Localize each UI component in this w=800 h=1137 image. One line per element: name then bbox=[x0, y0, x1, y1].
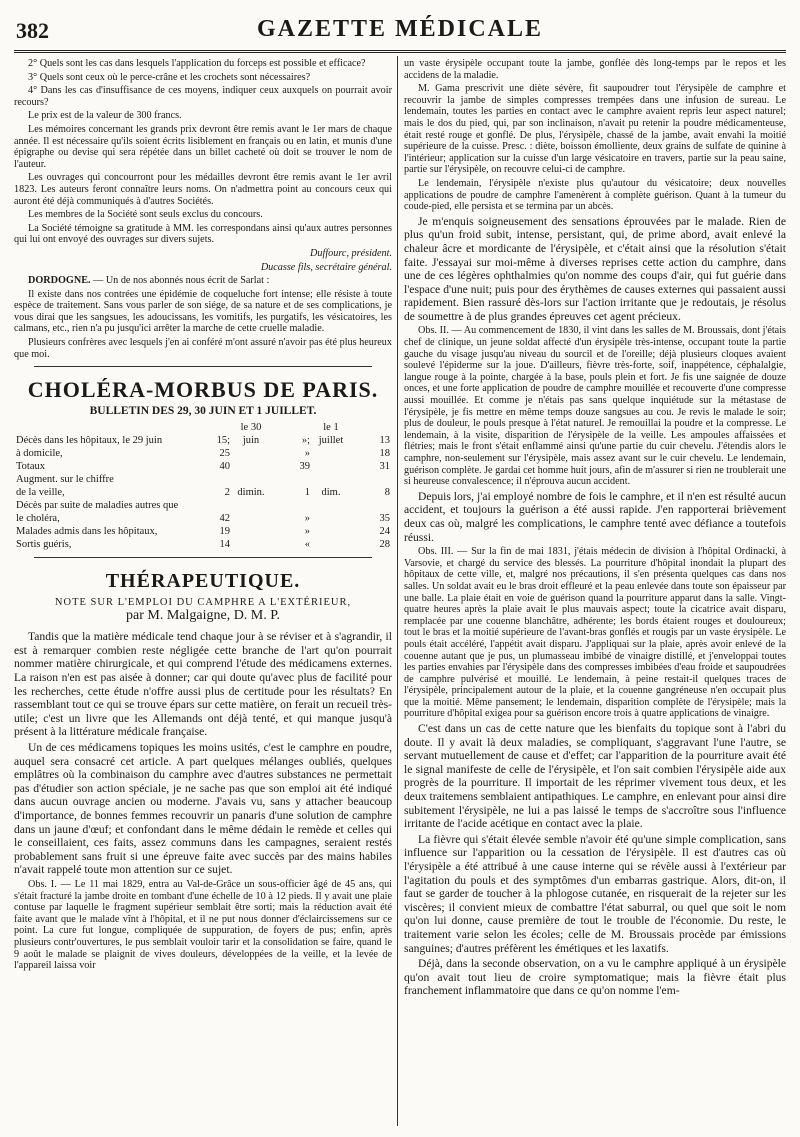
header-rule bbox=[14, 50, 786, 53]
right-column bbox=[404, 58, 786, 1000]
bulletin-cell-mid2 bbox=[312, 447, 350, 460]
article-para: Depuis lors, j'ai employé nombre de fois le camphre, et il n'en est résulté aucun accident, et toujours la guérison a été aussi rapide. J'en rapporterai brièvement deux cas où, malgré les complications, le camphre tenté avec défiance a toutefois réussi. bbox=[404, 489, 786, 544]
cholera-subtitle: BULLETIN DES 29, 30 JUIN ET 1 JUILLET. bbox=[89, 405, 317, 418]
bulletin-cell-a: 15; bbox=[216, 435, 230, 447]
bulletin-cell-label: Décès par suite de maladies autres que le choléra, bbox=[16, 500, 179, 525]
bulletin-cell-mid2 bbox=[312, 473, 350, 486]
bulletin-row bbox=[14, 421, 392, 447]
prize-para: Les mémoires concernant les grands prix devront être remis avant le 1er mars de chaque année. Il est nécessaire qu'ils soient écrits lisiblement en français ou en latin, et munis d'une épigraphe ou devise qui sera répétée dans un billet cacheté où doit se trouver le nom de l'auteur. bbox=[14, 123, 392, 170]
column-divider bbox=[397, 56, 398, 1126]
prize-para: La Société témoigne sa gratitude à MM. les correspondans ainsi qu'aux autres personnes qui lui ont envoyé des ouvrages sur divers sujets. bbox=[14, 222, 392, 246]
prize-para: 2° Quels sont les cas dans lesquels l'application du forceps est possible et efficace? bbox=[28, 58, 366, 69]
article-para: Je m'enquis soigneusement des sensations éprouvées par le malade. Rien de plus qu'un froid subit, intense, persistant, qui, de prime abord, avait enlevé la chaleur âcre et mordicante de l'érysipèle, et c'était ainsi que la résolution s'était faite. J'essayai sur moi-même à diverses reprises cette action du camphre, dans une de ces légères ophthalmies qu'on nomme des coups d'air, qui fut guérie dans l'espace d'une nuit; puis pour des érythèmes de causes externes qui passaient aussi rapidement. Bien rassuré dès-lors sur l'action irritante que je redoutais, je résolus de soumettre à de plus grandes épreuves cet agent précieux. bbox=[404, 214, 786, 323]
bulletin-cell-c: 18 bbox=[379, 448, 390, 460]
cholera-title: CHOLÉRA-MORBUS DE PARIS. bbox=[27, 377, 379, 403]
bulletin-cell-mid2: le 1 juillet bbox=[318, 422, 344, 447]
bulletin-cell-mid bbox=[232, 538, 270, 551]
dordogne-intro bbox=[14, 275, 392, 287]
bulletin-cell-mid bbox=[232, 460, 270, 473]
bulletin-cell-mid bbox=[232, 447, 270, 460]
bulletin-cell-label: Sortis guéris, bbox=[16, 539, 72, 551]
bulletin-row bbox=[14, 486, 392, 499]
bulletin-cell-label: Totaux bbox=[16, 461, 46, 473]
signature-secretary: Ducasse fils, secrétaire général. bbox=[260, 261, 392, 273]
note-title: NOTE SUR L'EMPLOI DU CAMPHRE A L'EXTÉRIEUR, bbox=[54, 597, 352, 609]
bulletin-cell-b: 1 bbox=[304, 487, 310, 499]
bulletin-cell-c: 35 bbox=[379, 513, 390, 525]
bulletin-row bbox=[14, 499, 392, 525]
therapeutique-title: THÉRAPEUTIQUE. bbox=[105, 570, 301, 593]
bulletin-cell-a: 19 bbox=[219, 526, 230, 538]
continued-para: M. Gama prescrivit une diète sévère, fit saupoudrer tout l'érysipèle de camphre et recouvrir la jambe de simples compresses trempées dans une infusion de sureau. Le lendemain, toutes les parties en contact avec le camphre avaient repris leur aspect naturel; mais le dos du pied, qui, par son inclinaison, n'avait pu retenir la poudre médicamenteuse, était resté rouge et gonflé. De plus, l'érysipèle, chassé de la jambe, avait envahi la moitié supérieure de la cuisse. Presc. : diète, boisson émolliente, deux grains de sulfate de quinine à l'intérieur; application sur la cuisse d'un large vésicatoire en travers, partie sur la peau saine, partie sur l'érysipèle, on recouvre celui-ci de camphre. bbox=[404, 83, 786, 176]
bulletin-cell-mid2 bbox=[312, 460, 350, 473]
prize-para: Les ouvrages qui concourront pour les médailles devront être remis avant le 1er avril 1823. Les auteurs feront connaître leurs noms. On n'admettra point au concours ceux qui auront été déjà communiqués à d'autres Sociétés. bbox=[14, 172, 392, 207]
section-rule bbox=[34, 557, 372, 558]
article-para: Déjà, dans la seconde observation, on a vu le camphre appliqué à un érysipèle qu'on avait tout lieu de croire symptomatique; mais la fièvre était plus franchement inflammatoire que dans ce qu'on nomme l'em- bbox=[404, 957, 786, 998]
bulletin-cell-b: » bbox=[304, 448, 310, 460]
bulletin-cell-a bbox=[190, 473, 232, 486]
bulletin-cell-b: »; bbox=[301, 435, 310, 447]
bulletin-cell-c: 28 bbox=[379, 539, 390, 551]
prize-para: Les membres de la Société sont seuls exclus du concours. bbox=[28, 209, 263, 221]
article-para: La fièvre qui s'était élevée semble n'avoir été qu'une simple complication, sans influence sur l'apparition ou la cessation de l'érysipèle. Il est d'autres cas où l'érysipèle a été attribué à une cause interne qui se révèle aussi à l'extérieur par l'agitation du pouls et des symptômes d'un embarras gastrique. Alors, dit-on, il faut se garder de toucher à la phlogose cutanée, en risquerait de la rejeter sur les viscères; il convient mieux de combattre l'état saburral, ou quel que soit le nom qu'on lui donne, cause première de tout le trouble de l'économie. Du reste, le traitement varie selon les écoles; celle de M. Broussais procède par émissions sanguines; d'autres préfèrent les émétiques et les laxatifs. bbox=[404, 832, 786, 955]
note-author: par M. Malgaigne, D. M. P. bbox=[126, 608, 280, 624]
page-title: GAZETTE MÉDICALE bbox=[256, 16, 544, 42]
bulletin-cell-c: 24 bbox=[379, 526, 390, 538]
bulletin-cell-mid: dimin. bbox=[237, 487, 265, 499]
bulletin-cell-mid bbox=[232, 499, 270, 525]
bulletin-cell-a: 42 bbox=[219, 513, 230, 525]
bulletin-cell-b: » bbox=[304, 526, 310, 538]
article-para: Un de ces médicamens topiques les moins usités, c'est le camphre en poudre, auquel sera consacré cet article. A part quelques mélanges oubliés, quelques emplâtres où la combinaison du camphre avec d'autres substances ne permettait pas d'étudier son action spéciale, je ne sache pas que son emploi ait été indiqué dans aucun ouvrage ancien ou moderne. J'avais vu, sans y attacher beaucoup d'importance, de bonnes femmes recouvrir un panaris d'une solution de camphre dans un jaune d'œuf; et confondant dans le même dédain le remède et celles qui le conseillaient, ces faits, assez communs dans les campagnes, seraient restés probablement sans fruit si une épreuve faite avec succès par des mains habiles n'avait rappelé toute mon attention sur ce sujet. bbox=[14, 741, 392, 877]
observation-2: Obs. II. — Au commencement de 1830, il vint dans les salles de M. Broussais, dont j'étais chef de clinique, un jeune soldat affecté d'un érysipèle très-intense, occupant toute la partie gauche du visage jusqu'au niveau du sourcil et de l'oreille; déjà plusieurs cloques avaient soulevé l'épiderme sur la joue. D'ailleurs, fièvre très-forte, soif, inappétence, céphalalgie, langue rouge à la pointe, chargée à la base, pouls plein et fort. Je fis une saignée de douze onces, et une forte application de poudre de camphre mouillée et recouverte d'une compresse aussi mouillée. Et comme je n'étais pas sans quelque inquiétude sur la métastase de l'érysipèle, je fis mettre en même temps douze sangsues au cou. Je revis le malade le soir; plus de douleur, le pouls presque à l'état naturel. Je remouillai la poudre et la compresse. Le lendemain, à la visite, disparition de l'érysipèle de la veille. Les ampoules affaissées et flétries; mais le front s'était enflammé ainsi qu'une partie du cuir chevelu. J'étendis alors le camphre, non-seulement sur l'érysipèle, mais assez avant sur le cuir chevelu. Le lendemain, guérison complète. Je gardai cet homme huit jours, afin de m'assurer si rien ne troublerait une si heureuse convalescence; il n'éprouva aucun accident. bbox=[404, 325, 786, 488]
prize-para: 4° Dans les cas d'insuffisance de ces moyens, indiquer ceux auxquels on pourrait avoir recours? bbox=[14, 85, 392, 108]
signature-president: Duffourc, président. bbox=[310, 247, 392, 259]
bulletin-cell-mid: le 30 juin bbox=[240, 422, 262, 447]
section-rule bbox=[34, 366, 372, 367]
observation-3: Obs. III. — Sur la fin de mai 1831, j'étais médecin de division à l'hôpital Ordinacki, à Varsovie, et chargé du service des blessés. La pourriture d'hôpital inondait la plupart des hôpitaux de cette ville, et, malgré nos précautions, il s'en présenta quelques cas dans nos salles. Un soldat avait eu le bras droit effleuré et la peau enlevée dans toute son épaisseur par une balle. La plaie était en voie de guérison quand la pourriture apparut dans la salle. Vingt-quatre heures après la plaie avait le plus mauvais aspect; toute la cicatrice avait disparu, remplacée par une couenne blanchâtre, adhérente; les bords étaient rouges et douloureux; tout le bras et la moitié supérieure de l'avant-bras gonflés et rougis par un vaste érysipèle. Le pouls était accéléré, l'appétit avait disparu. J'appliquai sur la plaie, après avoir enlevé de la couenne autant que je pus, un plumasseau imbibé de vinaigre distillé, et j'enveloppai toutes les parties envahies par l'érysipèle dans des compresses imbibées d'eau froide et saupoudrées de camphre pulvérisé et mouillé. Le lendemain, à peine restait-il quelques traces de l'érysipèle, principalement autour de la plaie, et la couenne gangréneuse n'en occupait plus que la moitié. Même pansement; le lendemain, disparition complète de l'érysipèle; mais la pourriture d'hôpital exigea pour sa guérison encore trois à quatre applications de vinaigre. bbox=[404, 546, 786, 720]
continued-para: Le lendemain, l'érysipèle n'existe plus qu'autour du vésicatoire; deux nouvelles applications de poudre de camphre l'amenèrent à complète guérison. Quant à la tumeur du coude-pied, elle persista et se termina par un abcès. bbox=[404, 177, 786, 213]
bulletin-cell-a: 14 bbox=[219, 539, 230, 551]
bulletin-cell-c bbox=[350, 473, 392, 486]
bulletin-table bbox=[14, 421, 392, 551]
bulletin-row bbox=[14, 473, 392, 486]
bulletin-cell-label: Malades admis dans les hôpitaux, bbox=[16, 526, 158, 538]
bulletin-cell-mid bbox=[232, 525, 270, 538]
bulletin-cell-label: Décès dans les hôpitaux, le 29 juin bbox=[16, 435, 163, 447]
dordogne-lead-text: — Un de nos abonnés nous écrit de Sarlat : bbox=[93, 275, 270, 287]
observation-1: Obs. I. — Le 11 mai 1829, entra au Val-de-Grâce un sous-officier âgé de 45 ans, qui s'était fracturé la jambe droite en tombant d'une échelle de 10 à 12 pieds. Il y avait une plaie contuse par laquelle le fragment supérieur semblait être sorti; mais la réduction avait été faite avant que le malade vînt à l'hôpital, et il ne put nous donner d'éclaircissemens sur ce point. La cure fut longue, compliquée de suppuration, de foyers de pus; enfin, après plusieurs contr'ouvertures, le pus semblait vouloir tarir et la consolidation se faire, quand le 9 août le malade se plaignit de vives douleurs, développées de la veille, et la levée de l'appareil laissa voir bbox=[14, 878, 392, 972]
bulletin-cell-c: 13 bbox=[379, 435, 390, 447]
page-number: 382 bbox=[16, 18, 49, 43]
bulletin-cell-label: Augment. sur le chiffre bbox=[16, 474, 114, 486]
dordogne-heading: DORDOGNE. bbox=[28, 275, 91, 287]
bulletin-cell-label: de la veille, bbox=[16, 487, 65, 499]
bulletin-row bbox=[14, 538, 392, 551]
prize-para: 3° Quels sont ceux où le perce-crâne et les crochets sont nécessaires? bbox=[28, 71, 311, 83]
bulletin-cell-a: 40 bbox=[219, 461, 230, 473]
bulletin-cell-a: 2 bbox=[224, 487, 230, 499]
bulletin-cell-b: 39 bbox=[299, 461, 310, 473]
bulletin-cell-a: 25 bbox=[219, 448, 230, 460]
continued-para: un vaste érysipèle occupant toute la jambe, gonflée dès long-temps par le repos et les accidens de la maladie. bbox=[404, 58, 786, 81]
bulletin-row bbox=[14, 525, 392, 538]
dordogne-para: Plusieurs confrères avec lesquels j'en ai conféré m'ont assuré n'avoir pas été plus heureux que moi. bbox=[14, 337, 392, 360]
left-column bbox=[14, 58, 392, 974]
bulletin-cell-b bbox=[270, 473, 312, 486]
bulletin-row bbox=[14, 447, 392, 460]
prize-para: Le prix est de la valeur de 300 francs. bbox=[28, 110, 182, 122]
bulletin-cell-mid2 bbox=[312, 499, 350, 525]
bulletin-cell-mid2: dim. bbox=[321, 487, 341, 499]
bulletin-cell-b: » bbox=[304, 513, 310, 525]
bulletin-cell-mid2 bbox=[312, 538, 350, 551]
dordogne-para: Il existe dans nos contrées une épidémie de coqueluche fort intense; elle résiste à toute espèce de traitement. Sans vous parler de son siége, de sa nature et de ses complications, je vous dirai que les sangsues, les adoucissans, les vomitifs, les purgatifs, les vésicatoires, les calmans, etc., rien n'a pu jusqu'ici arrêter la marche de cette cruelle maladie. bbox=[14, 288, 392, 335]
page-header bbox=[14, 12, 786, 52]
bulletin-cell-b: « bbox=[304, 539, 310, 551]
bulletin-cell-mid2 bbox=[312, 525, 350, 538]
bulletin-row bbox=[14, 460, 392, 473]
article-para: Tandis que la matière médicale tend chaque jour à se réviser et à s'agrandir, il est à remarquer combien reste négligée cette branche de l'art qu'on pourrait nommer matière chirurgicale, et qui comprend l'étude des médicamens externes. La raison n'en est pas aisée à donner; car qui doute qu'avec plus de facilité pour les recherches, cette étude n'offre aussi plus de certitude pour les résultats? En rassemblant tout ce qui se trouve épars sur cette matière, on ferait un recueil très-utile; c'est un livre que les Allemands ont déjà tenté, et qui manque jusqu'à présent à la littérature médicale française. bbox=[14, 630, 392, 739]
bulletin-cell-c: 8 bbox=[384, 487, 390, 499]
article-para: C'est dans un cas de cette nature que les bienfaits du topique sont à l'abri du doute. Il y avait là deux maladies, se compliquant, s'aggravant l'une l'autre, se servant mutuellement de cause et d'effet; car l'apparition de la pourriture avait été le signal manifeste de celle de l'érysipèle, et l'on sait combien l'érysipèle aide aux progrès de la pourriture. Il importait de les réprimer vivement tous deux, et les deux traitemens semblaient antipathiques. Le camphre, en enlevant pour ainsi dire subitement l'érysipèle, ne lui a pas laissé le temps de s'accroître sous l'influence irritante de l'acide acétique en contact avec la plaie. bbox=[404, 722, 786, 831]
bulletin-cell-label: à domicile, bbox=[16, 448, 63, 460]
bulletin-cell-c: 31 bbox=[379, 461, 390, 473]
bulletin-cell-mid bbox=[232, 473, 270, 486]
